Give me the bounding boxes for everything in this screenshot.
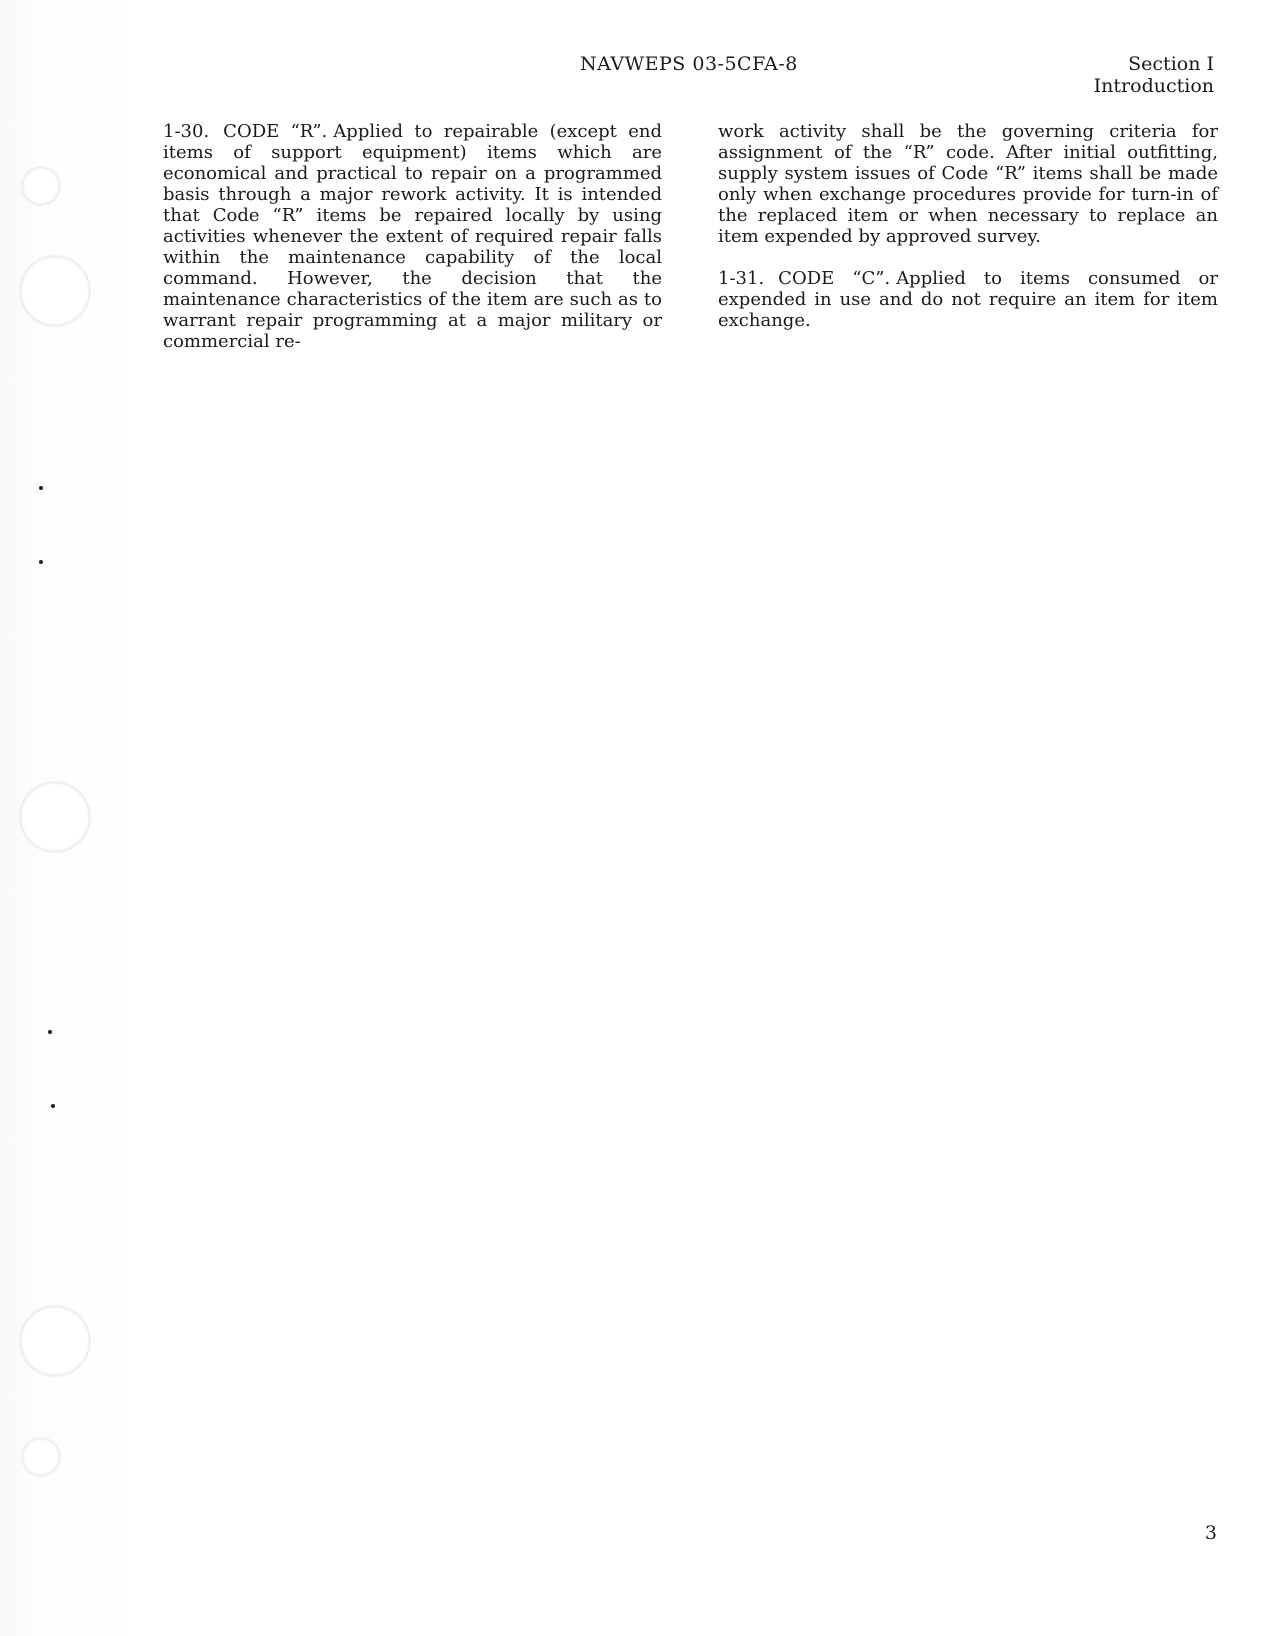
binder-hole bbox=[20, 782, 90, 852]
scan-mark bbox=[39, 486, 43, 490]
paragraph-1-31 bbox=[718, 268, 1218, 331]
paragraph-heading: CODE “C”. bbox=[778, 268, 891, 289]
section-header bbox=[1094, 53, 1214, 97]
paragraph-body: Applied to items consumed or expended in use and do not require an item for item exchange. bbox=[718, 268, 1218, 331]
text-column-left bbox=[163, 121, 662, 373]
paragraph-body-continued: work activity shall be the governing criteria for assignment of the “R” code. After initial outfitting, supply system issues of Code “R” items shall be made only when exchange procedures provide for turn-in of the replaced item or when necessary to replace an item expended by approved survey. bbox=[718, 121, 1218, 247]
paragraph-1-30-continued bbox=[718, 121, 1218, 247]
paragraph-heading: CODE “R”. bbox=[223, 121, 328, 142]
page-number: 3 bbox=[1204, 1522, 1217, 1544]
scan-mark bbox=[51, 1104, 55, 1108]
paragraph-number: 1-31. bbox=[718, 268, 765, 289]
scan-mark bbox=[39, 560, 43, 564]
binder-hole bbox=[20, 256, 90, 326]
binder-hole bbox=[20, 1306, 90, 1376]
section-title: Introduction bbox=[1093, 75, 1214, 97]
section-label: Section I bbox=[1128, 53, 1214, 75]
binder-hole bbox=[22, 1438, 60, 1476]
scan-mark bbox=[48, 1030, 52, 1034]
paragraph-number: 1-30. bbox=[163, 121, 210, 142]
paragraph-1-30 bbox=[163, 121, 662, 352]
binder-hole bbox=[22, 167, 60, 205]
paragraph-body: Applied to repairable (except end items of support equipment) items which are economical and practical to repair on a programmed basis through a major rework activity. It is intended that Code “R” items be repaired locally by using activities whenever the extent of required repair falls within the maintenance capability of the local command. However, the decision that the maintenance characteristics of the item are such as to warrant repair programming at a major military or commercial re- bbox=[163, 121, 662, 352]
text-column-right bbox=[718, 121, 1218, 352]
document-number: NAVWEPS 03-5CFA-8 bbox=[580, 53, 798, 75]
